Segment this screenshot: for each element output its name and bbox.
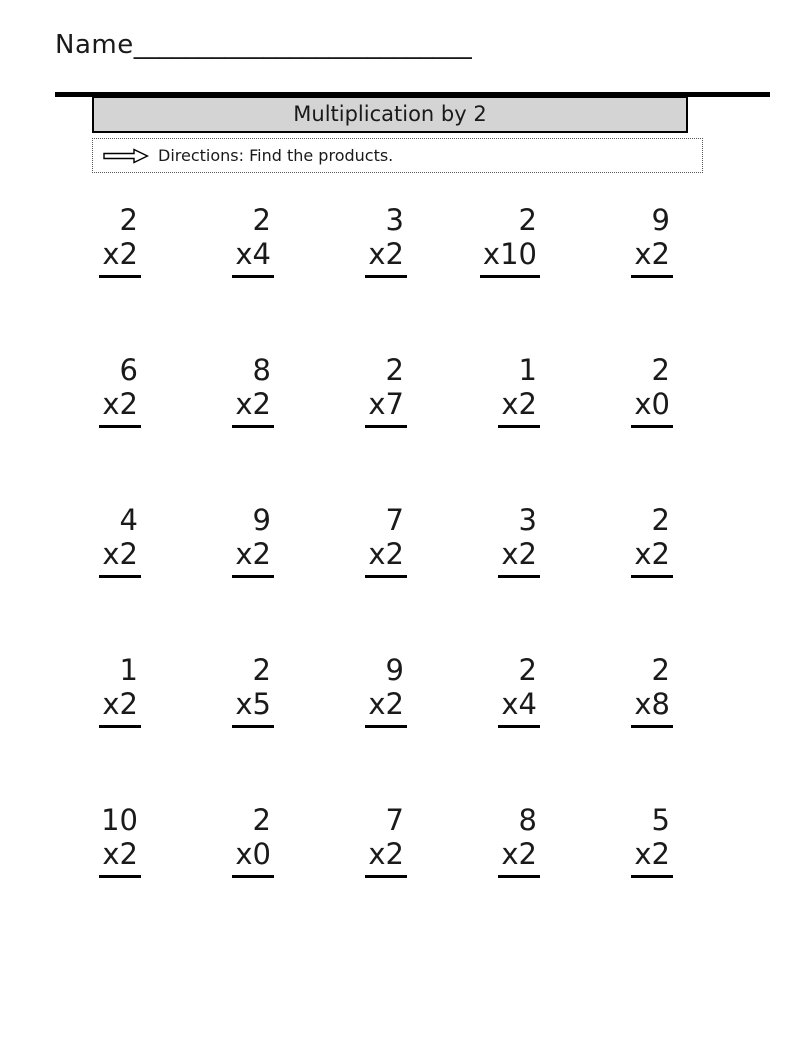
name-row	[55, 30, 791, 60]
multiplicand: 2	[119, 203, 138, 237]
worksheet-page	[0, 30, 791, 1054]
multiplier: x2	[365, 688, 407, 728]
problem-2-3	[274, 353, 407, 503]
problem-3-3	[274, 503, 407, 653]
problem-4-2	[141, 653, 274, 803]
multiplicand: 8	[252, 353, 271, 387]
multiplicand: 1	[119, 653, 138, 687]
problem-1-5	[540, 203, 673, 353]
multiplier: x2	[631, 838, 673, 878]
problem-5-4	[407, 803, 540, 953]
problem-4-3	[274, 653, 407, 803]
multiplicand: 2	[252, 203, 271, 237]
multiplicand: 2	[252, 653, 271, 687]
multiplier: x2	[365, 838, 407, 878]
multiplier: x7	[365, 388, 407, 428]
multiplicand: 2	[252, 803, 271, 837]
multiplicand: 7	[385, 503, 404, 537]
problem-5-5	[540, 803, 673, 953]
problem-3-1	[8, 503, 141, 653]
name-blank-line: __________________________	[133, 30, 472, 60]
problem-2-4	[407, 353, 540, 503]
problem-3-5	[540, 503, 673, 653]
multiplicand: 5	[651, 803, 670, 837]
multiplicand: 2	[518, 203, 537, 237]
problem-5-1	[8, 803, 141, 953]
multiplier: x2	[99, 838, 141, 878]
multiplicand: 2	[651, 653, 670, 687]
right-arrow-icon	[103, 148, 149, 164]
problem-4-5	[540, 653, 673, 803]
problem-5-3	[274, 803, 407, 953]
multiplier: x0	[232, 838, 274, 878]
problem-3-4	[407, 503, 540, 653]
directions-text: Directions: Find the products.	[158, 146, 394, 165]
multiplicand: 1	[518, 353, 537, 387]
multiplier: x5	[232, 688, 274, 728]
multiplicand: 3	[518, 503, 537, 537]
multiplier: x2	[99, 688, 141, 728]
problem-1-4	[407, 203, 540, 353]
problem-4-1	[8, 653, 141, 803]
multiplicand: 4	[119, 503, 138, 537]
multiplicand: 9	[651, 203, 670, 237]
problem-1-2	[141, 203, 274, 353]
multiplicand: 8	[518, 803, 537, 837]
multiplier: x2	[99, 538, 141, 578]
multiplier: x2	[99, 388, 141, 428]
multiplicand: 10	[101, 803, 138, 837]
multiplicand: 9	[385, 653, 404, 687]
worksheet-title: Multiplication by 2	[293, 102, 487, 126]
multiplicand: 2	[385, 353, 404, 387]
multiplier: x2	[232, 388, 274, 428]
directions-box	[92, 138, 703, 173]
multiplicand: 2	[651, 353, 670, 387]
problem-2-5	[540, 353, 673, 503]
multiplier: x0	[631, 388, 673, 428]
problems-grid	[8, 203, 791, 953]
problem-1-3	[274, 203, 407, 353]
multiplier: x2	[99, 238, 141, 278]
multiplier: x2	[498, 388, 540, 428]
problem-1-1	[8, 203, 141, 353]
multiplier: x10	[480, 238, 540, 278]
multiplicand: 6	[119, 353, 138, 387]
multiplier: x2	[232, 538, 274, 578]
problem-4-4	[407, 653, 540, 803]
problem-5-2	[141, 803, 274, 953]
multiplier: x8	[631, 688, 673, 728]
multiplier: x2	[631, 538, 673, 578]
multiplier: x2	[498, 838, 540, 878]
multiplier: x4	[232, 238, 274, 278]
multiplier: x2	[631, 238, 673, 278]
multiplicand: 9	[252, 503, 271, 537]
multiplier: x2	[365, 538, 407, 578]
problem-2-2	[141, 353, 274, 503]
multiplicand: 2	[651, 503, 670, 537]
multiplier: x2	[365, 238, 407, 278]
multiplicand: 7	[385, 803, 404, 837]
name-label: Name	[55, 30, 134, 60]
multiplicand: 3	[385, 203, 404, 237]
problem-2-1	[8, 353, 141, 503]
multiplicand: 2	[518, 653, 537, 687]
problem-3-2	[141, 503, 274, 653]
multiplier: x4	[498, 688, 540, 728]
worksheet-title-bar	[92, 96, 688, 133]
multiplier: x2	[498, 538, 540, 578]
